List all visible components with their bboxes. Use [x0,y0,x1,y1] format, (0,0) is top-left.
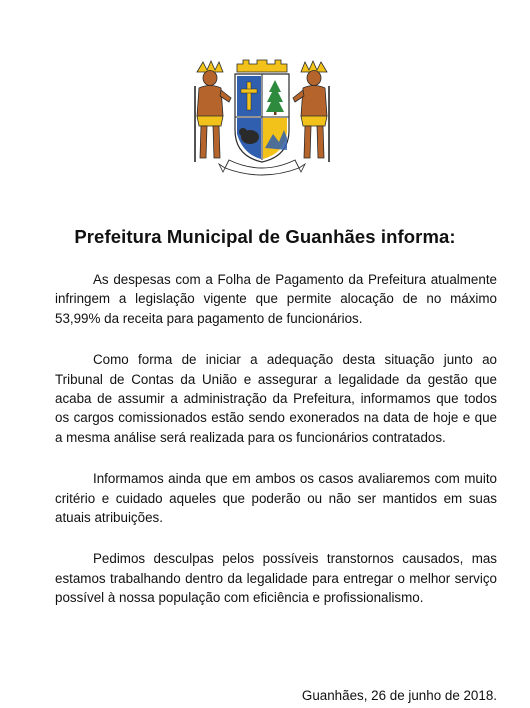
shield [235,74,289,162]
paragraph-3: Informamos ainda que em ambos os casos avaliaremos com muito critério e cuidado aqueles que poderão ou não ser mantidos em suas atuais atribuições. [55,471,497,526]
right-figure [293,61,329,162]
left-figure [195,61,231,162]
paragraph-2: Como forma de iniciar a adequação desta situação junto ao Tribunal de Contas da União e assegurar a legalidade da gestão que acaba de assumir a administração da Prefeitura, informamos que todos os cargos comissionados estão sendo exonerados na data de hoje e que a mesma análise será realizada para os funcionários contratados. [55,352,497,445]
paragraph-4: Pedimos desculpas pelos possíveis transtornos causados, mas estamos trabalhando dentro da legalidade para entregar o melhor serviço possível à nossa população com eficiência e profissionalismo. [55,551,497,606]
municipal-coat-of-arms-icon [193,58,331,178]
date-line: Guanhães, 26 de junho de 2018. [301,688,497,703]
paragraph-1: As despesas com a Folha de Pagamento da Prefeitura atualmente infringem a legislação vigente que permite alocação de no máximo 53,99% da receita para pagamento de funcionários. [55,272,497,326]
page-title: Prefeitura Municipal de Guanhães informa: [74,226,456,247]
mural-crown [237,60,287,72]
notice-body [55,270,497,630]
